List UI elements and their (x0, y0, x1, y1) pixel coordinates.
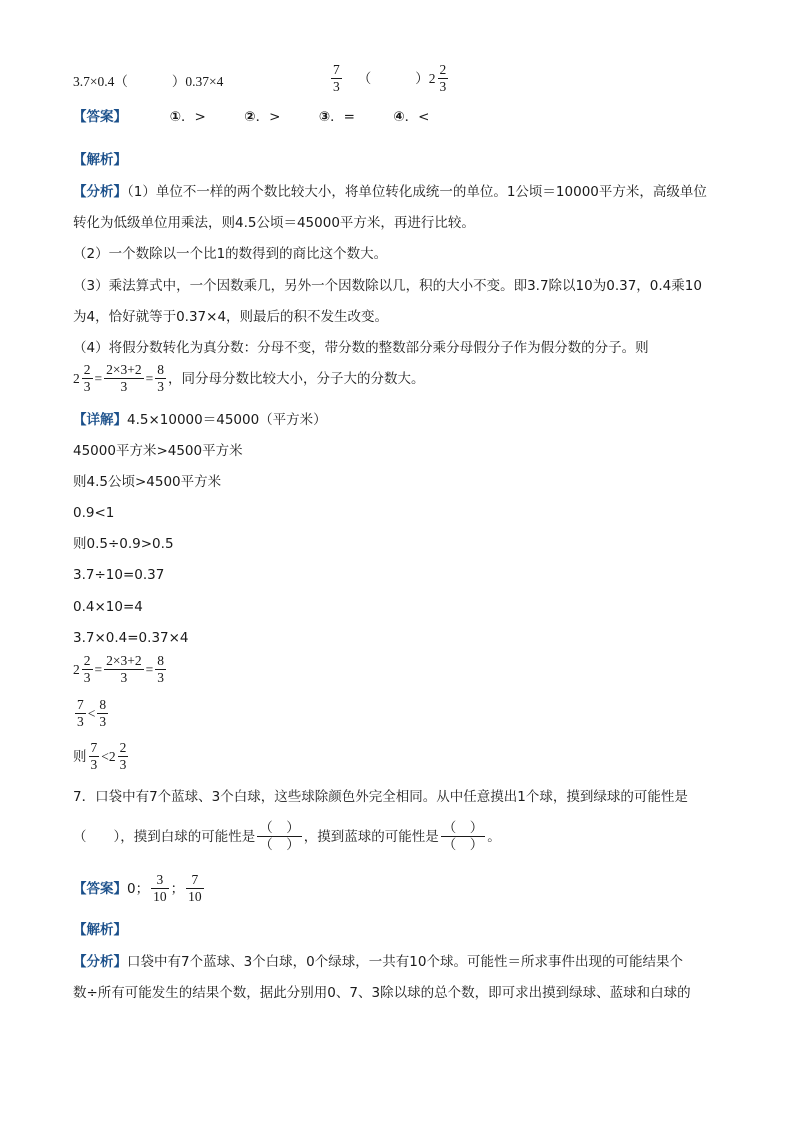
blank-fraction-blue: $\frac{( )}{( )}$ (442, 820, 484, 853)
answer-fraction-7-10: $\frac{7}{10}$ (188, 872, 202, 904)
left-expression: 3.7×0.4（ (73, 74, 128, 89)
analysis-line-1: 【分析】（1）单位不一样的两个数比较大小，将单位转化成统一的单位。1公顷＝10000平方米，高级单位 (73, 184, 707, 200)
fraction-expanded: $\frac{2\times 3+2}{3}$ (106, 362, 142, 394)
detail-line-1: 【详解】4.5×10000＝45000（平方米） (73, 412, 327, 428)
answer-row-7: 【答案】 0； $\frac{3}{10}$ ； $\frac{7}{10}$ (73, 872, 202, 904)
fraction-comparison (329, 62, 450, 95)
analysis-line-3: （2）一个数除以一个比1的数得到的商比这个数大。 (73, 246, 388, 262)
detail-fraction-7-3: $\frac{7}{3}$ (77, 697, 84, 729)
analysis-line-6: （4）将假分数转化为真分数：分母不变，带分数的整数部分乘分母假分子作为假分数的分子。则 (73, 340, 649, 356)
detail-line-2: 45000平方米>4500平方米 (73, 443, 243, 459)
detail-mixed-2-2-3: $\frac{2}{3}$ (83, 653, 91, 685)
detail-fraction-7-3-b: $\frac{7}{3}$ (90, 740, 98, 772)
jiexi-heading-1: 【解析】 (73, 152, 127, 168)
analysis-line-4: （3）乘法算式中，一个因数乘几，另外一个因数除以几，积的大小不变。即3.7除以10为0.37，0.4乘10 (73, 278, 702, 294)
right-close: ）2 (415, 70, 436, 86)
analysis-line-5: 为4，恰好就等于0.37×4，则最后的积不发生改变。 (73, 309, 389, 325)
right-open: （ (357, 70, 372, 86)
detail-line-4: 0.9<1 (73, 505, 115, 521)
detail-fraction-8-3: $\frac{8}{3}$ (157, 653, 164, 685)
answer-fraction-3-10: $\frac{3}{10}$ (153, 872, 167, 904)
detail-mixed-2-2-3-b: $\frac{2}{3}$ (119, 740, 127, 772)
blank-fraction-white: $\frac{( )}{( )}$ (259, 820, 300, 853)
fraction-7-3: $\frac{7}{3}$ (333, 62, 340, 94)
detail-line-8: 3.7×0.4=0.37×4 (73, 630, 189, 646)
comparison-row (73, 72, 223, 92)
analysis7-line-2: 数÷所有可能发生的结果个数，据此分别用0、7、3除以球的总个数，即可求出摸到绿球、蓝球和白球的 (73, 985, 691, 1001)
answer-item-4: ④．< (393, 109, 430, 125)
jiexi-heading-7: 【解析】 (73, 922, 127, 938)
detail-line-5: 则0.5÷0.9>0.5 (73, 536, 174, 552)
answer-item-3: ③．= (318, 109, 355, 125)
question-7-line-1: 7．口袋中有7个蓝球、3个白球，这些球除颜色外完全相同。从中任意摸出1个球，摸到绿球的可能性是 (73, 789, 688, 805)
answer-item-1: ①．> (169, 109, 206, 125)
detail-fraction-expanded: $\frac{2\times 3+2}{3}$ (106, 653, 142, 685)
detail-compare-1: $\frac{7}{3}$ < $\frac{8}{3}$ (77, 697, 107, 729)
detail-line-7: 0.4×10=4 (73, 599, 143, 615)
detail-line-3: 则4.5公顷>4500平方米 (73, 474, 222, 490)
left-expression-close: ）0.37×4 (171, 74, 224, 89)
document-page (73, 0, 733, 1123)
fraction-8-3: $\frac{8}{3}$ (157, 362, 164, 394)
mixed-2-2-3: $\frac{2}{3}$ (83, 362, 91, 394)
mixed-fraction-part: $\frac{2}{3}$ (439, 62, 447, 94)
analysis-line-7: 2 $\frac{2}{3}$ = $\frac{2\times 3+2}{3}$ = $\frac{8}{3}$ ，同分母分数比较大小，分子大的分数大。 (73, 362, 425, 394)
detail-compare-2: 则 $\frac{7}{3}$ < 2 $\frac{2}{3}$ (73, 740, 127, 772)
analysis7-line-1: 【分析】口袋中有7个蓝球、3个白球，0个绿球，一共有10个球。可能性＝所求事件出现的可能结果个 (73, 954, 683, 970)
answer-row-1 (73, 107, 463, 127)
detail-line-6: 3.7÷10=0.37 (73, 567, 165, 583)
detail-fraction-8-3-b: $\frac{8}{3}$ (99, 697, 107, 729)
answer-tag: 【答案】 (73, 109, 127, 125)
question-7-line-2: （ ），摸到白球的可能性是 $\frac{( )}{( )}$ ，摸到蓝球的可能性是 $\frac{( )}{( )}$ 。 (73, 820, 501, 853)
analysis-line-2: 转化为低级单位用乘法，则4.5公顷＝45000平方米，再进行比较。 (73, 215, 475, 231)
answer-item-2: ②．> (244, 109, 281, 125)
detail-fraction-equation: 2 $\frac{2}{3}$ = $\frac{2\times 3+2}{3}$ = $\frac{8}{3}$ (73, 653, 164, 685)
